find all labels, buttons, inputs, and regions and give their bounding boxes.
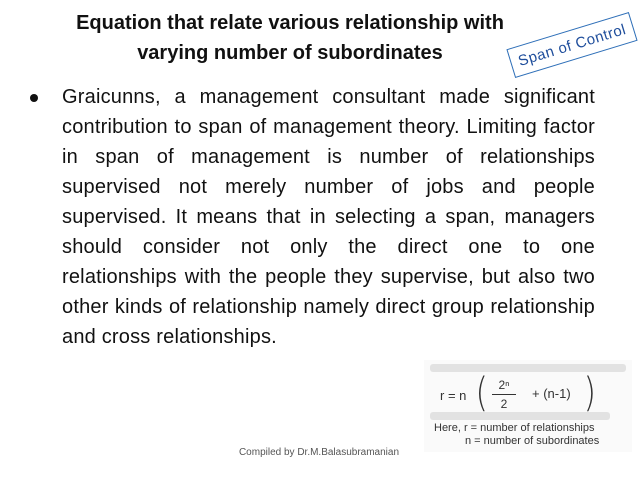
fraction-bar <box>492 394 516 395</box>
faded-text-line <box>430 364 626 372</box>
title-line-1: Equation that relate various relationship with <box>76 12 504 34</box>
legend-line-2: n = number of subordinates <box>465 435 600 447</box>
equation-rest: + (n-1) <box>532 386 571 401</box>
fraction-numerator: 2ⁿ <box>498 378 510 392</box>
bullet-icon <box>30 94 38 102</box>
span-of-control-stamp: Span of Control <box>506 12 637 78</box>
equation-lhs: r = n <box>440 388 467 403</box>
equation-legend <box>434 422 599 448</box>
close-paren: ) <box>583 370 597 416</box>
bullet-text: Graicunns, a management consultant made significant contribution to span of management theory. Limiting factor in span of management is number of relationships supervised not merely number of jobs and people supervised. It means that in selecting a span, managers should consider not only the direct one to one relationships with the people they supervise, but also two other kinds of relationship namely direct group relationship and cross relationships. <box>62 86 595 348</box>
open-paren: ( <box>475 370 489 416</box>
footer-credit: Compiled by Dr.M.Balasubramanian <box>238 447 400 458</box>
title-line-2: varying number of subordinates <box>137 42 443 64</box>
fraction-denominator: 2 <box>500 397 508 411</box>
slide-title <box>60 8 520 68</box>
equation-fraction <box>492 378 516 411</box>
legend-line-1: Here, r = number of relationships <box>434 422 595 434</box>
equation-image <box>424 360 632 452</box>
equation-formula <box>436 370 626 420</box>
